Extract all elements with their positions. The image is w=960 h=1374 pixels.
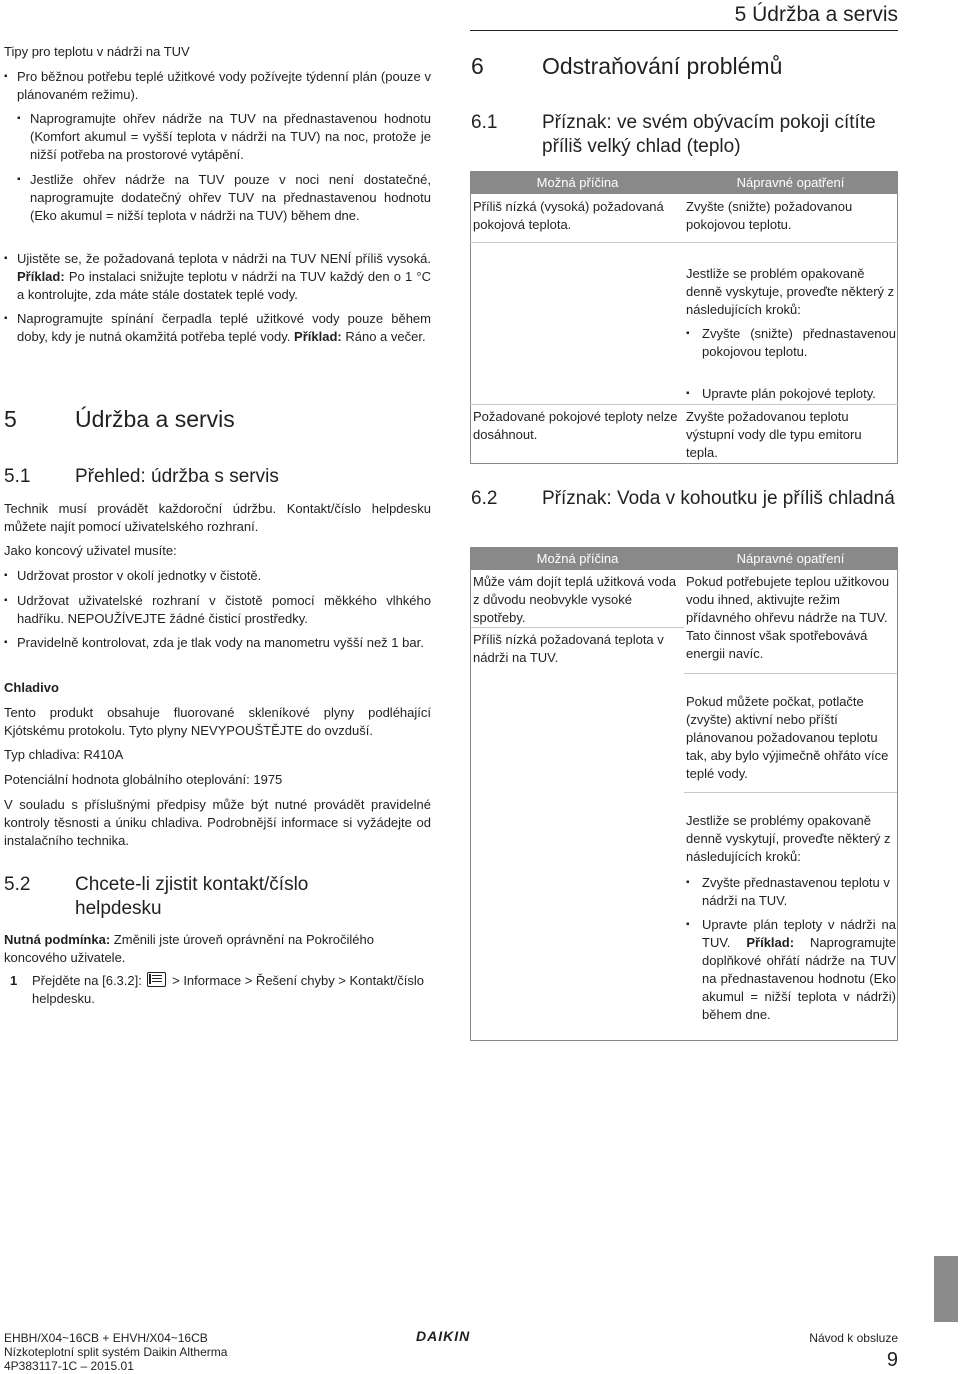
table-cell: Požadované pokojové teploty nelze dosáhnout. <box>473 409 678 442</box>
table-cell: Zvyšte (snižte) požadovanou pokojovou teplotu. <box>686 199 853 232</box>
table-header <box>471 172 897 194</box>
column-header-cause: Možná příčina <box>536 551 619 566</box>
section-5-heading: 5 Údržba a servis <box>4 406 235 432</box>
step-number: 1 <box>10 973 18 988</box>
list-item: ▪ Upravte plán teploty v nádrži na TUV. Příklad: Naprogramujte doplňkové ohřátí nádrže na TUV na přednastavenou hodnotu (Eko akumul = nižší teplota v nádrži) během dne. <box>686 916 896 1024</box>
menu-icon <box>147 972 166 987</box>
table-cell: Zvyšte požadovanou teplotu výstupní vody dle typu emitoru tepla. <box>686 409 862 460</box>
section-6-2-heading: 6.2 Příznak: Voda v kohoutku je příliš chladná <box>471 488 895 509</box>
paragraph: Tento produkt obsahuje fluorované skleníkové plyny podléhající Kjótskému protokolu. Tyto plyny NEVYPOUŠTĚJTE do ovzduší. <box>4 705 431 738</box>
prerequisite: Nutná podmínka: Změnili jste úroveň oprávnění na Pokročilého koncového uživatele. <box>4 932 374 965</box>
table-header <box>471 548 897 570</box>
section-6-heading: 6 Odstraňování problémů <box>471 53 783 79</box>
table-cell: Může vám dojít teplá užitková voda z důvodu neobvykle vysoké spotřeby. <box>473 574 677 625</box>
list-item: ▪ Zvyšte přednastavenou teplotu v nádrži na TUV. <box>686 874 896 910</box>
footer-system: Nízkoteplotní split systém Daikin Altherma <box>4 1345 228 1359</box>
list-item: ▪ Jestliže ohřev nádrže na TUV pouze v noci není dostatečné, naprogramujte dodatečný ohřev TUV na přednastavenou hodnotu (Eko akumul = nižší teplota v nádrži na TUV) během dne. <box>17 171 431 225</box>
table-cell: Pokud můžete počkat, potlačte (zvyšte) aktivní nebo příští plánovanou požadovanou teplotu tak, aby bylo výjimečně ohřáto více teplé vody. <box>686 694 889 781</box>
footer <box>4 1328 898 1374</box>
header-rule <box>470 30 898 31</box>
side-tab <box>934 1256 958 1322</box>
running-header: 5 Údržba a servis <box>734 3 898 26</box>
paragraph: V souladu s příslušnými předpisy může být nutné provádět pravidelné kontroly těsnosti a úniku chladiva. Podrobnější informace si vyžádejte od instalačního technika. <box>4 797 431 848</box>
footer-code: 4P383117-1C – 2015.01 <box>4 1359 134 1373</box>
step-1: 1 Přejděte na [6.3.2]: > Informace > Řešení chyby > Kontakt/číslo helpdesku. <box>10 973 424 1006</box>
table-cell: Jestliže se problém opakovaně denně vyskytuje, proveďte některý z následujících kroků: <box>686 266 895 317</box>
section-5-2-heading: 5.2 Chcete-li zjistit kontakt/číslo helpdesku <box>4 874 309 919</box>
table-cell: Pokud potřebujete teplou užitkovou vodu ihned, aktivujte režim přídavného ohřevu nádrže na TUV. Tato činnost však spotřebovává energii navíc. <box>686 574 890 661</box>
daikin-logo: DAIKIN <box>416 1328 471 1344</box>
list-item: ▪ Udržovat uživatelské rozhraní v čistotě pomocí měkkého vlhkého hadříku. NEPOUŽÍVEJTE žádné čisticí prostředky. <box>4 592 431 628</box>
list-item: ▪ Pro běžnou potřebu teplé užitkové vody požívejte týdenní plán (pouze v plánovaném režimu). <box>4 68 431 104</box>
paragraph: Typ chladiva: R410A <box>4 747 124 762</box>
section-6-1-heading: 6.1 Příznak: ve svém obývacím pokoji cítíte příliš velký chlad (teplo) <box>471 112 876 157</box>
paragraph: Potenciální hodnota globálního oteplování: 1975 <box>4 772 283 787</box>
list-item: ▪ Zvyšte (snižte) přednastavenou pokojovou teplotu. <box>686 325 896 361</box>
column-header-fix: Nápravné opatření <box>736 175 845 190</box>
footer-model: EHBH/X04~16CB + EHVH/X04~16CB <box>4 1331 208 1345</box>
list-item: ▪ Naprogramujte spínání čerpadla teplé užitkové vody pouze během doby, kdy je nutná okamžitá potřeba teplé vody. Příklad: Ráno a večer. <box>4 310 431 346</box>
paragraph: Jako koncový uživatel musíte: <box>4 543 177 558</box>
tips-title: Tipy pro teplotu v nádrži na TUV <box>4 44 190 59</box>
column-header-fix: Nápravné opatření <box>736 551 845 566</box>
page-number: 9 <box>886 1349 898 1371</box>
footer-doc-title: Návod k obsluze <box>809 1331 898 1345</box>
list-item: ▪ Naprogramujte ohřev nádrže na TUV na přednastavenou hodnotu (Komfort akumul = vyšší teplota v nádrži na TUV) na noc, protože je nižší potřeba na prostorové vytápění. <box>17 110 431 164</box>
table-cell: Jestliže se problémy opakovaně denně vyskytují, proveďte některý z následujících kroků: <box>686 813 891 864</box>
list-item: ▪ Ujistěte se, že požadovaná teplota v nádrži na TUV NENÍ příliš vysoká. Příklad: Po instalaci snižujte teplotu v nádrži na TUV každý den o 1 °C a kontrolujte, zda máte stále dostatek teplé vody. <box>4 250 431 304</box>
coolant-title: Chladivo <box>4 680 59 695</box>
column-header-cause: Možná příčina <box>536 175 619 190</box>
table-cell: Příliš nízká (vysoká) požadovaná pokojová teplota. <box>473 199 664 232</box>
section-5-1-heading: 5.1 Přehled: údržba s servis <box>4 466 279 487</box>
list-item: ▪ Pravidelně kontrolovat, zda je tlak vody na manometru vyšší než 1 bar. <box>4 634 431 652</box>
paragraph: Technik musí provádět každoroční údržbu. Kontakt/číslo helpdesku můžete najít pomocí uživatelského rozhraní. <box>4 501 431 534</box>
list-item: ▪ Udržovat prostor v okolí jednotky v čistotě. <box>4 567 431 585</box>
table-cell: Příliš nízká požadovaná teplota v nádrži na TUV. <box>473 632 664 665</box>
list-item: ▪ Upravte plán pokojové teploty. <box>686 385 896 403</box>
